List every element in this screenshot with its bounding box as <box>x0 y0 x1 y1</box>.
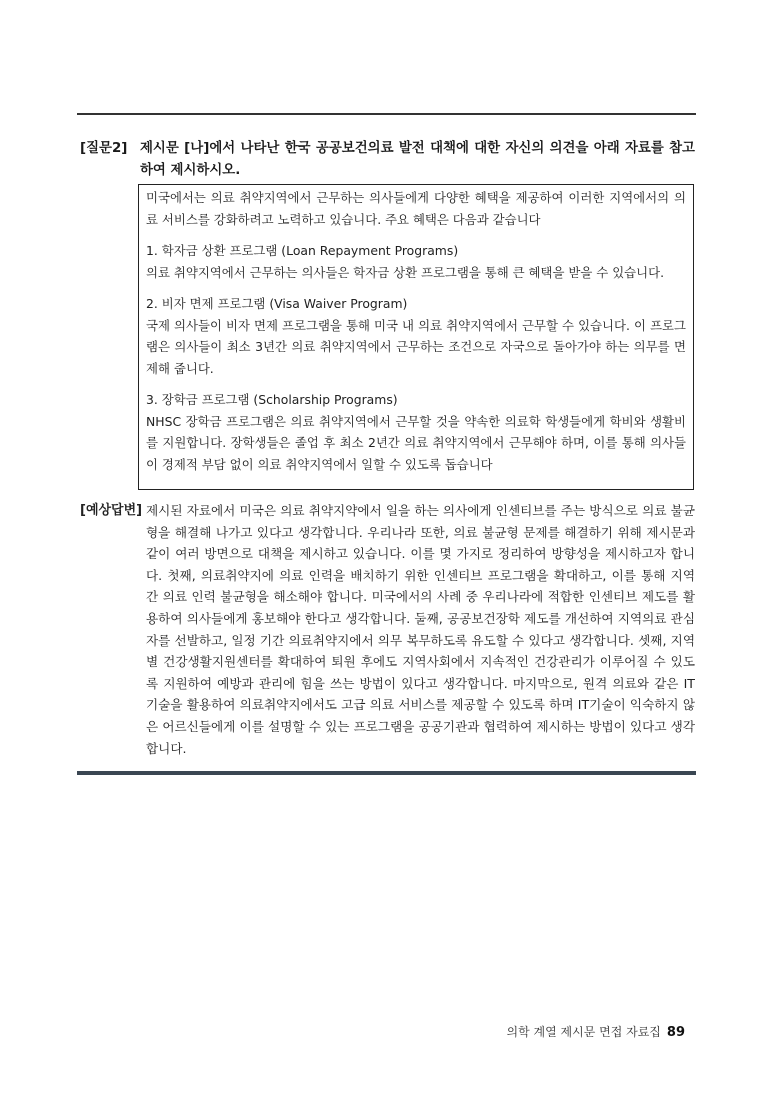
page-footer <box>507 1023 685 1040</box>
expected-answer-block <box>80 500 695 759</box>
passage-item-text: 국제 의사들이 비자 면제 프로그램을 통해 미국 내 의료 취약지역에서 근무할 수 있습니다. 이 프로그램은 의사들이 최소 3년간 의료 취약지역에서 근무하는 조건으로 자국으로 돌아가야 하는 의무를 면제해 줍니다. <box>146 317 686 376</box>
reference-passage-box <box>138 184 694 490</box>
top-divider <box>77 113 696 115</box>
question-text: 제시문 [나]에서 나타난 한국 공공보건의료 발전 대책에 대한 자신의 의견을 아래 자료를 참고하여 제시하시오. <box>140 141 695 178</box>
passage-item-title: 3. 장학금 프로그램 (Scholarship Programs) <box>146 392 398 407</box>
question-tag: [질문2] <box>80 141 128 156</box>
passage-item-title: 1. 학자금 상환 프로그램 (Loan Repayment Programs) <box>146 243 459 258</box>
passage-intro: 미국에서는 의료 취약지역에서 근무하는 의사들에게 다양한 혜택을 제공하여 이러한 지역에서의 의료 서비스를 강화하려고 노력하고 있습니다. 주요 혜택은 다음과 같습니다 <box>146 190 686 227</box>
passage-item-text: 의료 취약지역에서 근무하는 의사들은 학자금 상환 프로그램을 통해 큰 혜택을 받을 수 있습니다. <box>146 264 665 280</box>
answer-tag: [예상답변] <box>80 503 143 518</box>
footer-label: 의학 계열 제시문 면접 자료집 <box>506 1025 661 1039</box>
passage-item-title: 2. 비자 면제 프로그램 (Visa Waiver Program) <box>146 296 408 311</box>
answer-text: 제시된 자료에서 미국은 의료 취약지약에서 일을 하는 의사에게 인센티브를 주는 방식으로 의료 불균형을 해결해 나가고 있다고 생각합니다. 우리나라 또한, 의료 불균형 문제를 해결하기 위해 제시문과 같이 여러 방면으로 대책을 제시하고 있습니다. 이를 몇 가지로 정리하여 방향성을 제시하고자 합니다. 첫째, 의료취약지에 의료 인력을 배치하기 위한 인센티브 프로그램을 확대하고, 이를 통해 지역 간 의료 인력 불균형을 해소해야 합니다. 미국에서의 사례 중 우리나라에 적합한 인센티브 제도를 활용하여 의사들에게 홍보해야 한다고 생각합니다. 둘째, 공공보건장학 제도를 개선하여 지역의료 관심자를 선발하고, 일정 기간 의료취약지에서 의무 복무하도록 유도할 수 있다고 생각합니다. 셋째, 지역별 건강생활지원센터를 확대하여 퇴원 후에도 지역사회에서 지속적인 건강관리가 이루어질 수 있도록 지원하여 예방과 관리에 힘을 쓰는 방법이 있다고 생각합니다. 마지막으로, 원격 의료와 같은 IT 기술을 활용하여 의료취약지에서도 고급 의료 서비스를 제공할 수 있도록 하며 IT기술이 익숙하지 않은 어르신들에게 이를 설명할 수 있는 프로그램을 공공기관과 협력하여 제시하는 방법이 있다고 생각합니다. <box>146 503 695 756</box>
page-number: 89 <box>666 1025 685 1040</box>
bottom-divider <box>77 771 696 775</box>
question-block <box>80 138 695 182</box>
passage-item-text: NHSC 장학금 프로그램은 의료 취약지역에서 근무할 것을 약속한 의료학 학생들에게 학비와 생활비를 지원합니다. 장학생들은 졸업 후 최소 2년간 의료 취약지역에서 근무해야 하며, 이를 통해 의사들이 경제적 부담 없이 의료 취약지역에서 일할 수 있도록 돕습니다 <box>146 413 686 472</box>
